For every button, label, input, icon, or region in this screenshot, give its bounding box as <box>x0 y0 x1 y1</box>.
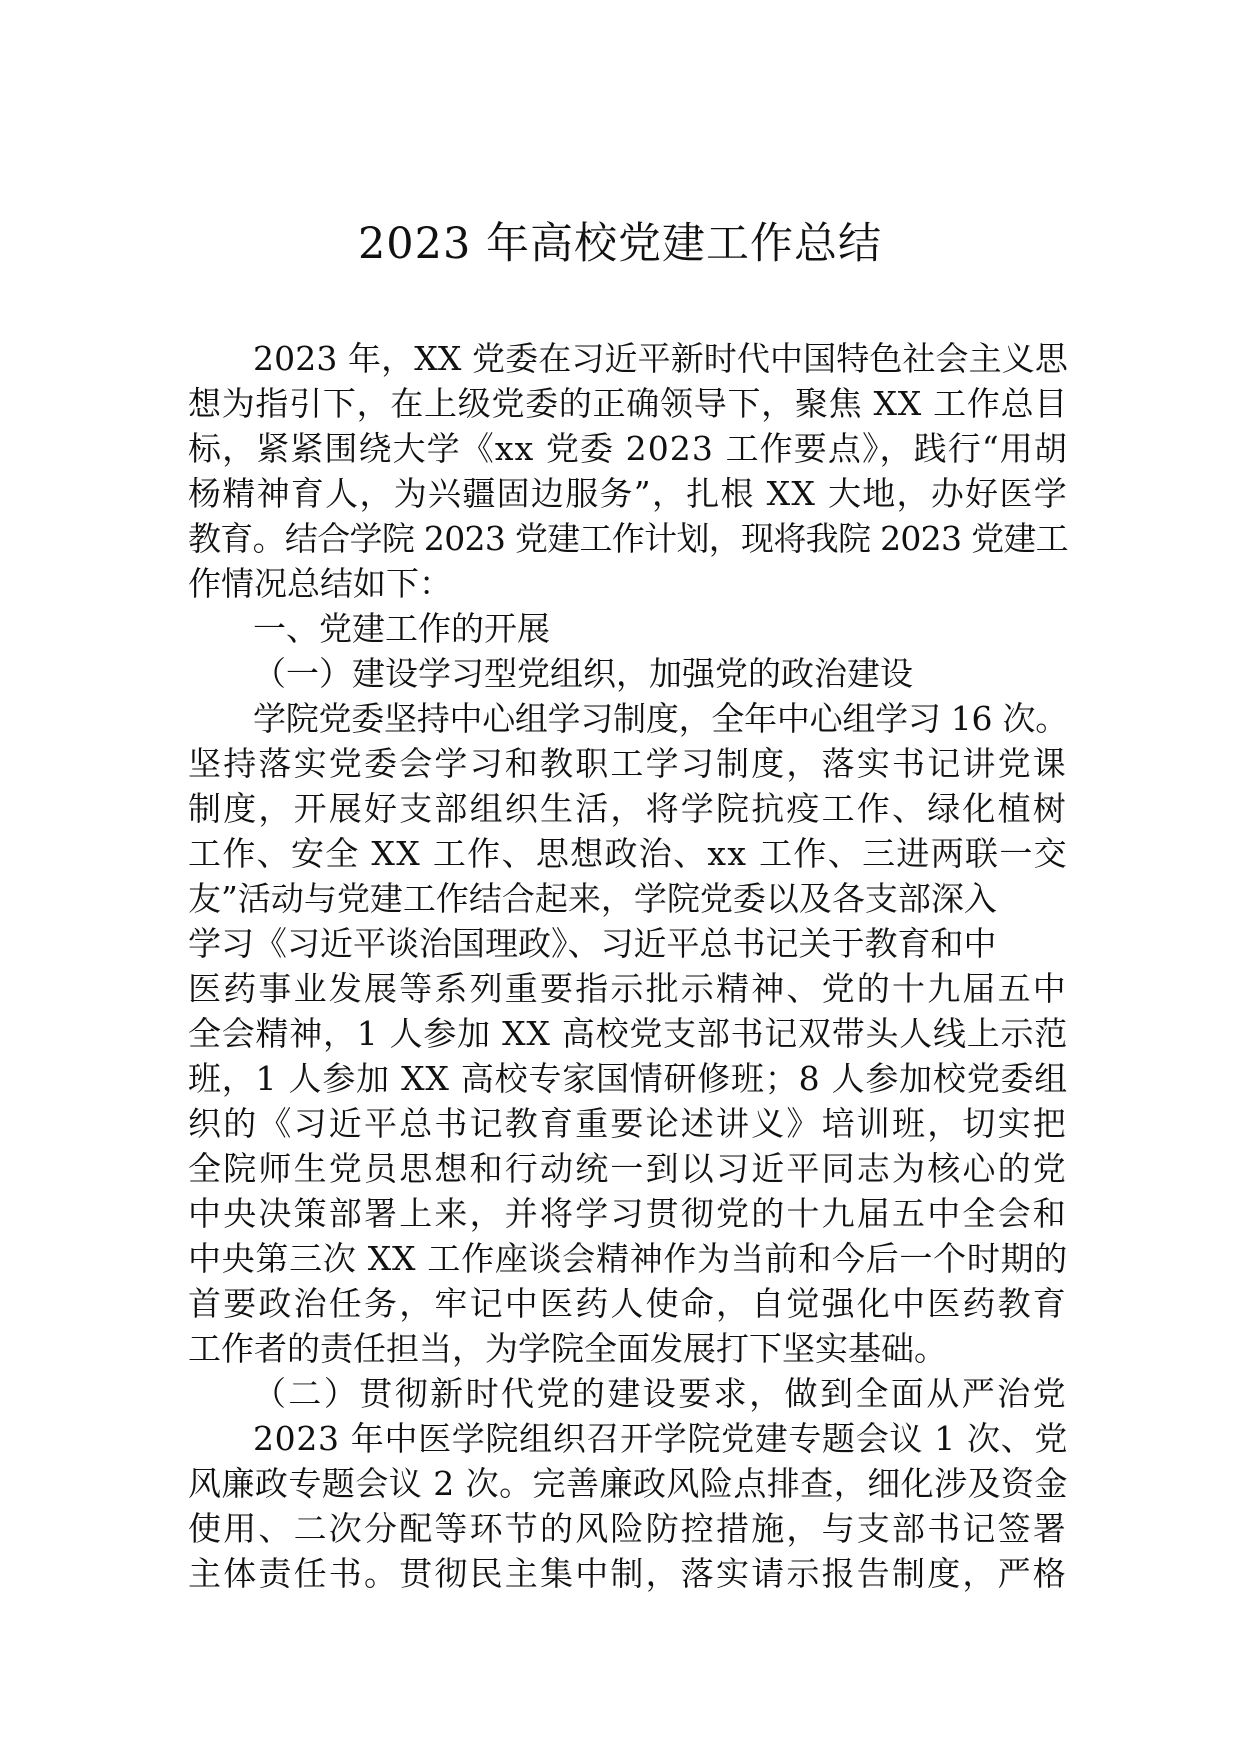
text-line: （二）贯彻新时代党的建设要求，做到全面从严治党 <box>253 1374 1068 1413</box>
text-line: 一、党建工作的开展 <box>253 609 550 648</box>
text-line: 风廉政专题会议 2 次。完善廉政风险点排查，细化涉及资金 <box>188 1464 1068 1503</box>
text-line: 织的《习近平总书记教育重要论述讲义》培训班，切实把 <box>188 1104 1068 1143</box>
text-line: 2023 年中医学院组织召开学院党建专题会议 1 次、党 <box>253 1419 1068 1458</box>
text-line: 2023 年，XX 党委在习近平新时代中国特色社会主义思 <box>253 339 1068 378</box>
text-line: 班，1 人参加 XX 高校专家国情研修班；8 人参加校党委组 <box>188 1059 1068 1098</box>
text-line: 中央决策部署上来，并将学习贯彻党的十九届五中全会和 <box>188 1194 1068 1233</box>
text-line: 中央第三次 XX 工作座谈会精神作为当前和今后一个时期的 <box>188 1239 1068 1278</box>
text-line: 杨精神育人，为兴疆固边服务”，扎根 XX 大地，办好医学 <box>188 474 1068 513</box>
text-line: 坚持落实党委会学习和教职工学习制度，落实书记讲党课 <box>188 744 1068 783</box>
text-line: 使用、二次分配等环节的风险防控措施，与支部书记签署 <box>188 1509 1068 1548</box>
text-line: 标，紧紧围绕大学《xx 党委 2023 工作要点》，践行“用胡 <box>188 429 1068 468</box>
text-line: 工作、安全 XX 工作、思想政治、xx 工作、三进两联一交 <box>188 834 1068 873</box>
text-line: 全会精神，1 人参加 XX 高校党支部书记双带头人线上示范 <box>188 1014 1068 1053</box>
text-line: 学院党委坚持中心组学习制度，全年中心组学习 16 次。 <box>253 699 1068 738</box>
text-line: 工作者的责任担当，为学院全面发展打下坚实基础。 <box>188 1329 947 1368</box>
document-title: 2023 年高校党建工作总结 <box>357 219 883 269</box>
text-line: 作情况总结如下： <box>188 564 452 603</box>
text-line: 学习《习近平谈治国理政》、习近平总书记关于教育和中 <box>188 924 997 963</box>
text-line: 制度，开展好支部组织生活，将学院抗疫工作、绿化植树 <box>188 789 1068 828</box>
text-line: 全院师生党员思想和行动统一到以习近平同志为核心的党 <box>188 1149 1068 1188</box>
text-line: （一）建设学习型党组织，加强党的政治建设 <box>253 654 913 693</box>
text-line: 首要政治任务，牢记中医药人使命，自觉强化中医药教育 <box>188 1284 1068 1323</box>
text-line: 教育。结合学院 2023 党建工作计划，现将我院 2023 党建工 <box>188 519 1068 558</box>
text-line: 主体责任书。贯彻民主集中制，落实请示报告制度，严格 <box>188 1554 1068 1593</box>
text-line: 医药事业发展等系列重要指示批示精神、党的十九届五中 <box>188 969 1068 1008</box>
text-line: 想为指引下，在上级党委的正确领导下，聚焦 XX 工作总目 <box>188 384 1068 423</box>
text-line: 友”活动与党建工作结合起来，学院党委以及各支部深入 <box>188 879 997 918</box>
document-body <box>188 336 1068 1596</box>
